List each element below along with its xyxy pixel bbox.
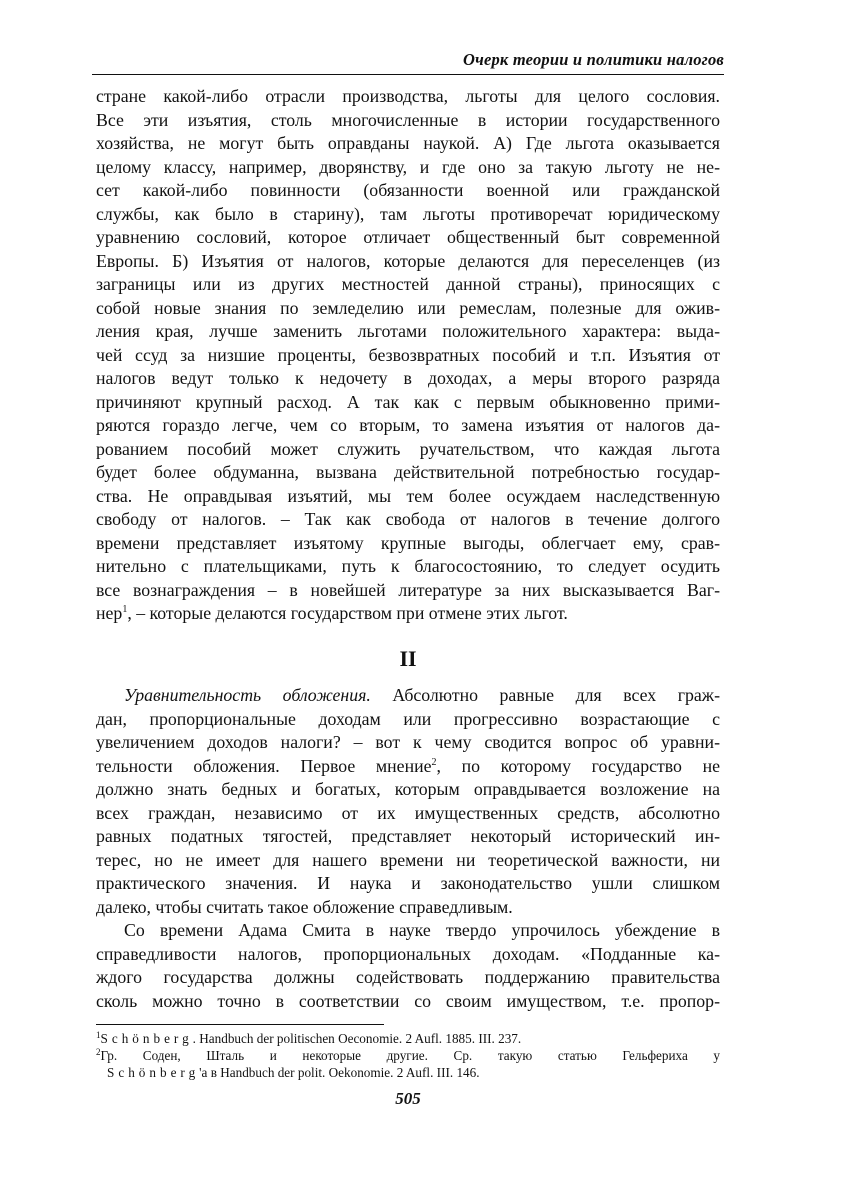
running-title: Очерк теории и политики налогов [462,50,724,69]
footnote-text: 'а в Handbuch der polit. Oekonomie. 2 Aufl. III. 146. [199,1065,480,1080]
text-line: собой новые знания по земледелию или ремеслам, полезные для ожив- [96,297,720,318]
page-number: 505 [395,1089,421,1108]
footnote-2-continued [96,1064,720,1081]
footnote-1 [96,1030,720,1047]
paragraph-lead-italic: Уравнительность обложения. [124,685,371,705]
text-line: целому классу, например, дворянству, и где оно за такую льготу не не- [96,156,720,177]
text-line: терес, но не имеет для нашего времени ни теоретической важности, ни [96,849,720,870]
footnote-text: Гр. Соден, Шталь и некоторые другие. Ср. такую статью Гельфериха у [100,1048,720,1063]
footnote-author: Schönberg [100,1031,193,1046]
footnote-2 [96,1047,720,1064]
footnote-rule [96,1024,384,1025]
text-line: стране какой-либо отрасли производства, льготы для целого сословия. [96,86,720,106]
text-line: далеко, чтобы считать такое обложение справедливым. [96,896,513,917]
text-line: времени представляет изъятому крупные выгоды, облегчает ему, срав- [96,532,720,553]
footnote-author: Schönberg [107,1065,200,1080]
text-line: чей ссуд за низшие проценты, безвозвратных пособий и т.п. Изъятия от [96,344,720,365]
text-line: Европы. Б) Изъятия от налогов, которые делаются для переселенцев (из [96,250,720,271]
text-line: Все эти изъятия, столь многочисленные в истории государственного [96,109,720,130]
text-line: нительно с плательщиками, путь к благосостоянию, то следует осудить [96,556,720,576]
section-heading: II [399,646,417,671]
text-line: сет какой-либо повинности (обязанности военной или гражданской [96,180,720,200]
header-rule [92,74,724,75]
text-fragment: , – которые делаются государством при отмене этих льгот. [127,603,568,623]
text-fragment: нер [96,603,123,623]
footnote-ref-1[interactable]: 1 [122,604,128,615]
footnote-mark: 1 [96,1030,101,1040]
text-line: хозяйства, не могут быть оправданы наукой. А) Где льгота оказывается [96,133,720,153]
text-line [96,684,720,708]
text-line: будет более обдуманна, вызвана действительной потребностью государ- [96,462,720,482]
text-line: Со времени Адама Смита в науке твердо упрочилось убеждение в [124,920,720,940]
footnote-text: . Handbuch der politischen Oeconomie. 2 Aufl. 1885. III. 237. [192,1031,522,1046]
text-line: справедливости налогов, пропорциональных доходам. «Подданные ка- [96,943,720,964]
text-line: дан, пропорциональные доходам или прогрессивно возрастающие с [96,708,720,729]
text-line: практического значения. И наука и законодательство ушли слишком [96,873,720,893]
text-fragment: тельности обложения. Первое мнение [96,755,432,776]
text-line: ства. Не оправдывая изъятий, мы тем более осуждаем наследственную [96,485,720,506]
text-line: рованием пособий может служить ручательством, что каждая льгота [96,438,720,459]
text-line: свободу от налогов. – Так как свобода от налогов в течение долгого [96,509,720,529]
text-line: равных податных тягостей, представляет некоторый исторический ин- [96,826,720,846]
footnote-mark: 2 [96,1047,101,1057]
text-line: увеличением доходов налоги? – вот к чему сводится вопрос об уравни- [96,732,720,752]
text-line: ждого государства должны содействовать поддержанию правительства [96,967,720,987]
text-line: причиняют крупный расход. А так как с первым обыкновенно прими- [96,391,720,412]
text-line: налогов ведут только к недочету в доходах, а меры второго разряда [96,368,720,388]
text-line: заграницы или из других местностей данной страны), приносящих с [96,274,720,294]
text-line: должно знать бедных и богатых, которым оправдывается возложение на [96,779,720,799]
text-fragment: , по которому государство не [436,755,720,776]
text-line: сколь можно точно в соответствии со своим имуществом, т.е. пропор- [96,990,720,1011]
text-line: ряются гораздо легче, чем со вторым, то замена изъятия от налогов да- [96,415,720,435]
paragraph-continued [96,85,720,626]
text-line [96,755,720,779]
text-line: всех граждан, независимо от их имущественных средств, абсолютно [96,802,720,823]
footnote-ref-2[interactable]: 2 [431,756,437,768]
section-body [96,684,720,1013]
text-line: уравнению сословий, которое отличает общественный быт современной [96,227,720,247]
text-line: службы, как было в старину), там льготы противоречат юридическому [96,203,720,224]
text-line [96,602,720,626]
text-line: все вознаграждения – в новейшей литературе за них высказывается Ваг- [96,579,720,600]
text-line: ления края, лучше заменить льготами положительного характера: выда- [96,321,720,341]
text-fragment: Абсолютно равные для всех граж- [370,685,720,705]
footnotes [96,1030,720,1081]
